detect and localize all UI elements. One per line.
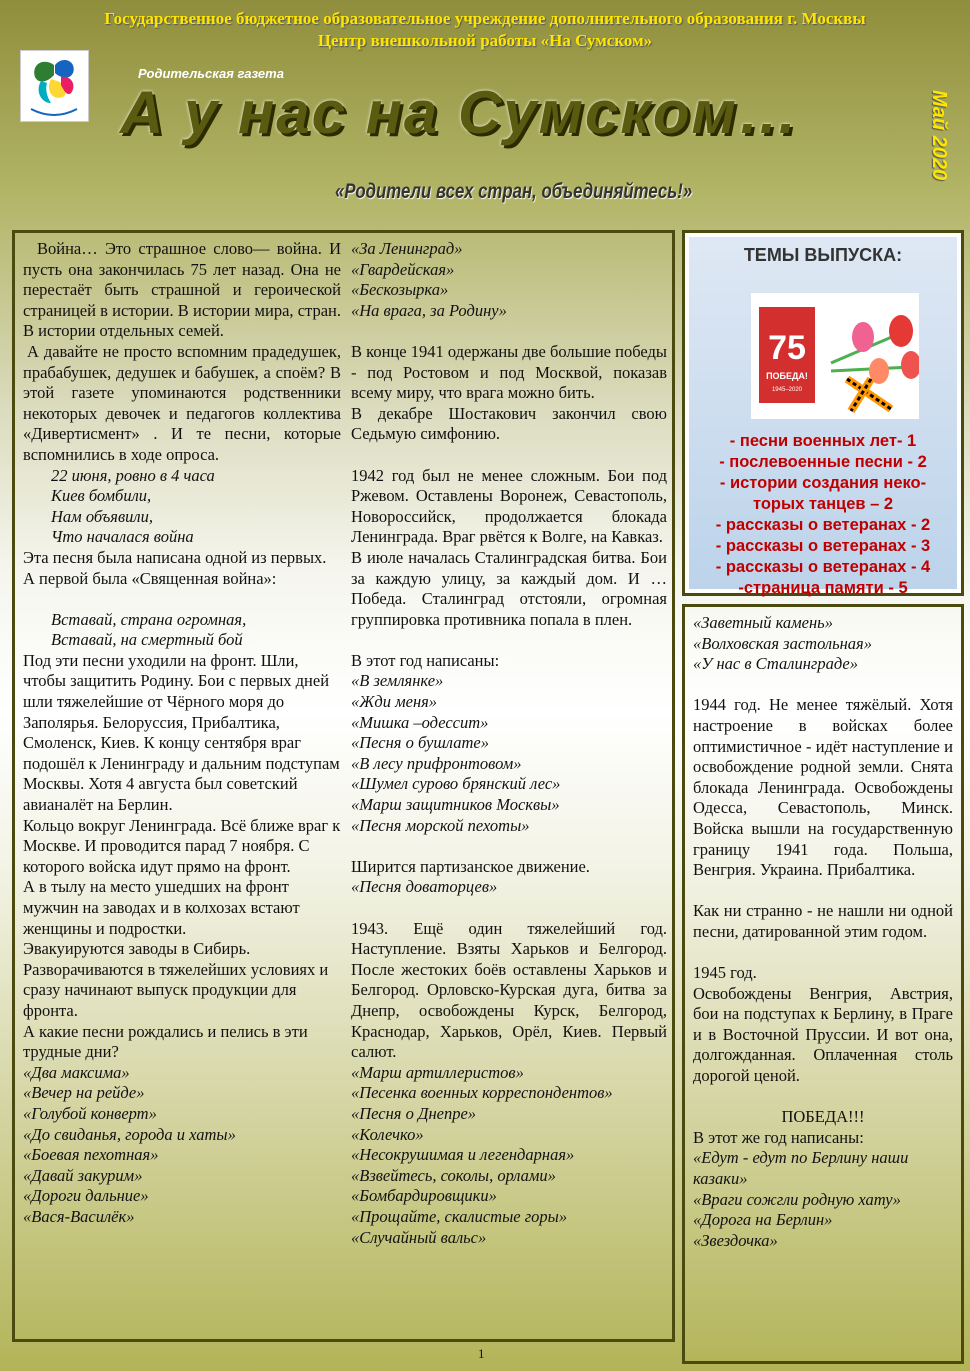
verse-line: Вставай, на смертный бой [51,630,243,650]
organization-header [0,8,970,52]
theme-item: -страница памяти - 5 [738,579,908,597]
paragraph: Война… Это страшное слово— война. И пусть она закончилась 75 лет назад. Она не перестаёт быть страшной и героической страницей в истории. В истории мира, стран. В истории отдельных семей. [23,239,341,341]
paragraph: 1942 год был не менее сложным. Бои под Ржевом. Оставлены Воронеж, Севастополь, Новороссийск, продолжается блокада Ленинграда. Враг рвётся к Волге, на Кавказ. [351,465,667,547]
song-title: «Песня о бушлате» [351,733,489,753]
song-title: «Марш защитников Москвы» [351,795,560,815]
song-title: «Заветный камень» [693,613,833,632]
song-title: «В лесу прифронтовом» [351,753,522,773]
logo-icon [21,51,88,121]
theme-item: - истории создания неко- [719,474,927,492]
song-title: «Боевая пехотная» [23,1145,159,1165]
theme-item: - послевоенные песни - 2 [719,453,927,471]
song-title: «Два максима» [23,1062,130,1082]
song-title: «Бескозырка» [351,280,449,300]
slogan: «Родители всех стран, объединяйтесь!» [335,180,693,203]
side-article-frame [682,604,964,1364]
issue-themes-box [682,230,964,596]
article-column-3 [693,613,953,1251]
article-column-1 [23,239,341,1228]
themes-title: ТЕМЫ ВЫПУСКА: [743,245,903,265]
paragraph: Под эти песни уходили на фронт. Шли, чтобы защитить Родину. Бои с первых дней шли тяжелейшие от Чёрного моря до Заполярья. Белоруссия, Прибалтика, Смоленск, Киев. К концу сентября враг подошёл к Ленинграду и дальним подступам Москвы. Хотя 4 августа был советский авианалёт на Берлин. [23,650,340,815]
st-george-ribbon-icon [847,379,891,411]
song-title: «Бомбардировщики» [351,1186,497,1206]
paragraph: А первой была «Священная война»: [23,568,277,588]
song-title: «Голубой конверт» [23,1103,157,1123]
paragraph: Освобождены Венгрия, Австрия, бои на подступах к Берлину, в Праге и в Восточной Пруссии. И вот она, долгожданная. Оплаченная столь дорогой ценой. [693,983,953,1086]
paragraph: Эвакуируются заводы в Сибирь. Разворачиваются в тяжелейших условиях и сразу начинают выпуск продукции для фронта. [23,939,329,1020]
song-title: «Гвардейская» [351,259,455,279]
banner-number: 75 [768,329,806,367]
song-title: «Песня о Днепре» [351,1103,477,1123]
page-number: 1 [478,1346,485,1361]
song-title: «У нас в Сталинграде» [693,654,858,674]
verse-line: Нам объявили, [51,506,153,526]
tulips-icon [831,315,919,384]
paragraph: Эта песня была написана одной из первых. [23,547,327,567]
paragraph: В конце 1941 одержаны две большие победы - под Ростовом и под Москвой, показав всему миру, что врага можно бить. [351,341,667,403]
newspaper-title: А у нас на Сумском… [120,79,800,146]
paragraph: В июле началась Сталинградская битва. Бои за каждую улицу, за каждый дом. И … Победа. Сталинград отстояли, огромная группировка противника попала в плен. [351,547,667,629]
song-title: «Мишка –одессит» [351,712,489,732]
verse-line: Что началася война [51,527,194,547]
song-title: «Едут - едут по Берлину наши казаки» [693,1148,909,1189]
song-title: «Песенка военных корреспондентов» [351,1083,613,1103]
song-title: «Взвейтесь, соколы, орлами» [351,1165,556,1185]
song-title: «За Ленинград» [351,239,463,258]
song-title: «Давай закурим» [23,1165,143,1185]
song-title: «Колечко» [351,1124,424,1144]
song-title: «Прощайте, скалистые горы» [351,1206,568,1226]
song-title: «Песня морской пехоты» [351,815,530,835]
paragraph: 1945 год. [693,963,757,983]
paragraph: 1944 год. Не менее тяжёлый. Хотя настроение в войсках более оптимистичное - идёт наступление и освобождение родной земли. Снята блокада Ленинграда. Освобождены Одесса, Севастополь, Минск. Войска вышли на государственную границу 1941 года. Польша, Венгрия. Украина. Прибалтика. [693,695,953,880]
org-line-2: Центр внешкольной работы «На Сумском» [317,31,653,50]
paragraph: 1943. Ещё один тяжелейший год. Наступление. Взяты Харьков и Белгород. После жестоких боёв оставлены Харьков и Белгород. Орловско-Курская дуга, битва за Днепр, освобождены Курск, Белгород, Краснодар, Харьков, Орёл, Киев. Первый салют. [351,918,667,1062]
center-logo [20,50,89,122]
song-title: «Дороги дальние» [23,1186,149,1206]
verse-line: 22 июня, ровно в 4 часа [51,465,215,485]
theme-item: торых танцев – 2 [752,495,894,513]
song-title: «Песня доваторцев» [351,877,498,897]
article-column-2 [351,239,667,1248]
main-article-frame [12,230,675,1342]
song-title: «В землянке» [351,671,444,691]
theme-item: - песни военных лет- 1 [729,432,917,450]
song-title: «Жди меня» [351,692,438,712]
song-title: «Звездочка» [693,1230,778,1250]
paragraph: Ширится партизанское движение. [351,856,590,876]
paragraph: А какие песни рождались и пелись в эти трудные дни? [23,1021,308,1062]
themes-list [689,431,957,599]
org-line-1: Государственное бюджетное образовательное учреждение дополнительного образования г. Москвы [104,9,866,28]
song-title: «Марш артиллеристов» [351,1062,524,1082]
newspaper-subtitle: Родительская газета [138,66,284,81]
issue-date: Май 2020 [928,90,950,181]
song-title: «Вася-Василёк» [23,1206,135,1226]
song-title: «Враги сожгли родную хату» [693,1189,901,1209]
song-title: «Вечер на рейде» [23,1083,145,1103]
paragraph: Кольцо вокруг Ленинграда. Всё ближе враг к Москве. И проводится парад 7 ноября. С которого войска идут прямо на фронт. [23,815,341,876]
banner-years: 1945–2020 [771,387,803,393]
song-title: «Шумел сурово брянский лес» [351,774,561,794]
victory-heading: ПОБЕДА!!! [781,1107,865,1127]
banner-word: ПОБЕДА! [766,371,808,381]
song-title: «На врага, за Родину» [351,300,507,320]
paragraph: Как ни странно - не нашли ни одной песни, датированной этим годом. [693,901,953,941]
verse-line: Киев бомбили, [51,486,152,506]
paragraph: В этот же год написаны: [693,1127,864,1147]
theme-item: - рассказы о ветеранах - 3 [715,537,931,555]
theme-item: - рассказы о ветеранах - 2 [715,516,931,534]
verse-line: Вставай, страна огромная, [51,609,247,629]
paragraph: В этот год написаны: [351,650,500,670]
paragraph: А в тылу на место ушедших на фронт мужчин на заводах и в колхозах встают женщины и подростки. [23,877,300,938]
song-title: «Дорога на Берлин» [693,1210,833,1230]
victory-75-banner [751,293,919,419]
theme-item: - рассказы о ветеранах - 4 [715,558,931,576]
song-title: «Случайный вальс» [351,1227,487,1247]
song-title: «До свиданья, города и хаты» [23,1124,236,1144]
paragraph: А давайте не просто вспомним прадедушек, прабабушек, дедушек и бабушек, а споём? В этой газете упоминаются родственники некоторых девочек и педагогов коллектива «Дивертисмент» . И те песни, которые вспомнились в ходе опроса. [23,341,341,464]
song-title: «Волховская застольная» [693,633,872,653]
song-title: «Несокрушимая и легендарная» [351,1145,575,1165]
paragraph: В декабре Шостакович закончил свою Седьмую симфонию. [351,403,667,444]
